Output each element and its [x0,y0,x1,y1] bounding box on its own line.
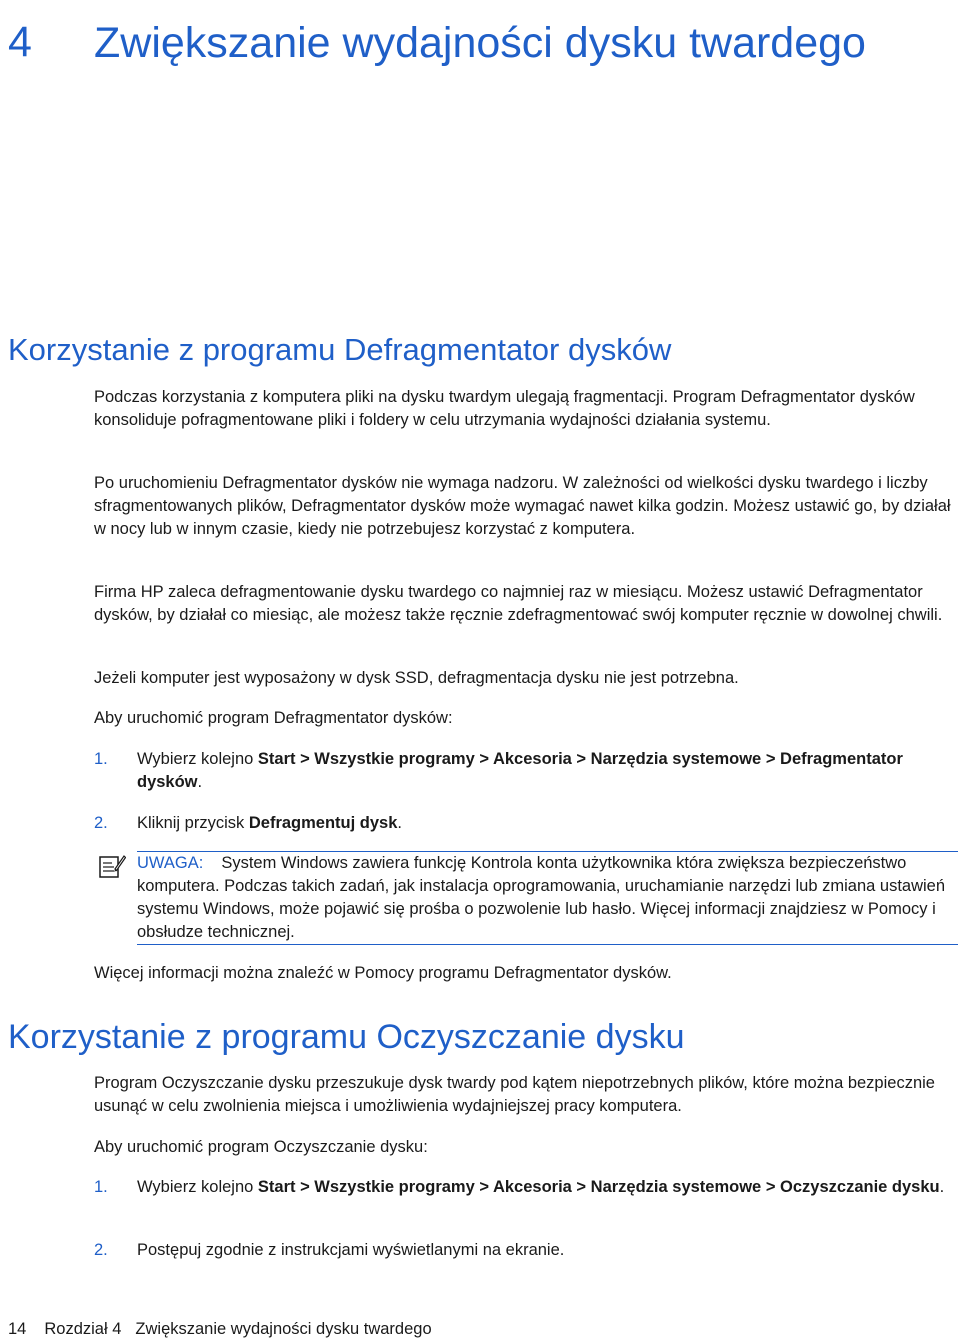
paragraph-defrag-duration: Po uruchomieniu Defragmentator dysków nie wymaga nadzoru. W zależności od wielkości dysku twardego i liczby sfragmentowanych plików, Defragmentator dysków może wymagać nawet kilka godzin. Możesz ustawić go, by działał w nocy lub w innym czasie, kiedy nie potrzebujesz korzystać z komputera. [94,474,951,538]
list-number: 1. [94,750,108,768]
paragraph-how-to-start-cleanup: Aby uruchomić program Oczyszczanie dysku: [94,1138,428,1156]
step-suffix: . [197,773,203,791]
list-item-text [137,1176,954,1199]
step-suffix: . [939,1178,945,1196]
paragraph-more-info-defrag: Więcej informacji można znaleźć w Pomocy programu Defragmentator dysków. [94,964,672,982]
paragraph-how-to-start-defrag: Aby uruchomić program Defragmentator dysków: [94,709,453,727]
step-suffix: . [397,814,402,832]
button-name: Defragmentuj dysk [248,814,398,832]
list-number: 2. [94,814,108,832]
menu-path: Start > Wszystkie programy > Akcesoria > Narzędzia systemowe > Oczyszczanie dysku [257,1178,940,1196]
section-heading-defrag: Korzystanie z programu Defragmentator dysków [8,332,672,367]
list-item [94,748,954,794]
paragraph-ssd: Jeżeli komputer jest wyposażony w dysk SSD, defragmentacja dysku nie jest potrzebna. [94,669,739,687]
paragraph-intro-cleanup: Program Oczyszczanie dysku przeszukuje dysk twardy pod kątem niepotrzebnych plików, które można bezpiecznie usunąć w celu zwolnienia miejsca i umożliwienia wydajniejszej pracy komputera. [94,1074,935,1115]
page-number: 14 [8,1320,27,1338]
paragraph-intro-defrag: Podczas korzystania z komputera pliki na dysku twardym ulegają fragmentacji. Program Defragmentator dysków konsoliduje pofragmentowane pliki i foldery w celu utrzymania wydajności działania systemu. [94,388,915,429]
page-footer [8,1318,432,1341]
list-item-text [137,748,954,794]
paragraph-hp-recommendation: Firma HP zaleca defragmentowanie dysku twardego co najmniej raz w miesiącu. Możesz ustawić Defragmentator dysków, by działał co miesiąc, ale możesz także ręcznie zdefragmentować swój komputer ręcznie w dowolnej chwili. [94,583,943,624]
note-icon [98,853,126,879]
footer-chapter-label: Rozdział 4 [44,1320,122,1338]
list-number: 2. [94,1241,108,1259]
list-item-text: Postępuj zgodnie z instrukcjami wyświetlanymi na ekranie. [137,1241,565,1259]
menu-path: Start > Wszystkie programy > Akcesoria > Narzędzia systemowe > Defragmentator dysków [137,750,903,791]
section-heading-cleanup: Korzystanie z programu Oczyszczanie dysku [8,1018,685,1056]
list-item-text [137,812,954,835]
step-text: Wybierz kolejno [137,1178,258,1196]
chapter-number: 4 [8,18,32,66]
list-item [94,1176,954,1199]
note-rule-bottom [137,944,958,945]
step-text: Kliknij przycisk [137,814,249,832]
note-body: System Windows zawiera funkcję Kontrola konta użytkownika która zwiększa bezpieczeństwo komputera. Podczas takich zadań, jak instalacja oprogramowania, uruchamianie narzędzi lub zmiana ustawień systemu Windows, może pojawić się prośba o pozwolenie lub hasło. Więcej informacji znajdziesz w Pomocy i obsłudze technicznej. [137,854,946,941]
list-item [94,812,954,835]
note-text [137,852,958,944]
list-item [94,1239,954,1262]
step-text: Wybierz kolejno [137,750,258,768]
chapter-title: Zwiększanie wydajności dysku twardego [94,19,866,67]
list-number: 1. [94,1178,108,1196]
note-label: UWAGA: [137,854,204,872]
footer-chapter-title: Zwiększanie wydajności dysku twardego [135,1320,432,1338]
